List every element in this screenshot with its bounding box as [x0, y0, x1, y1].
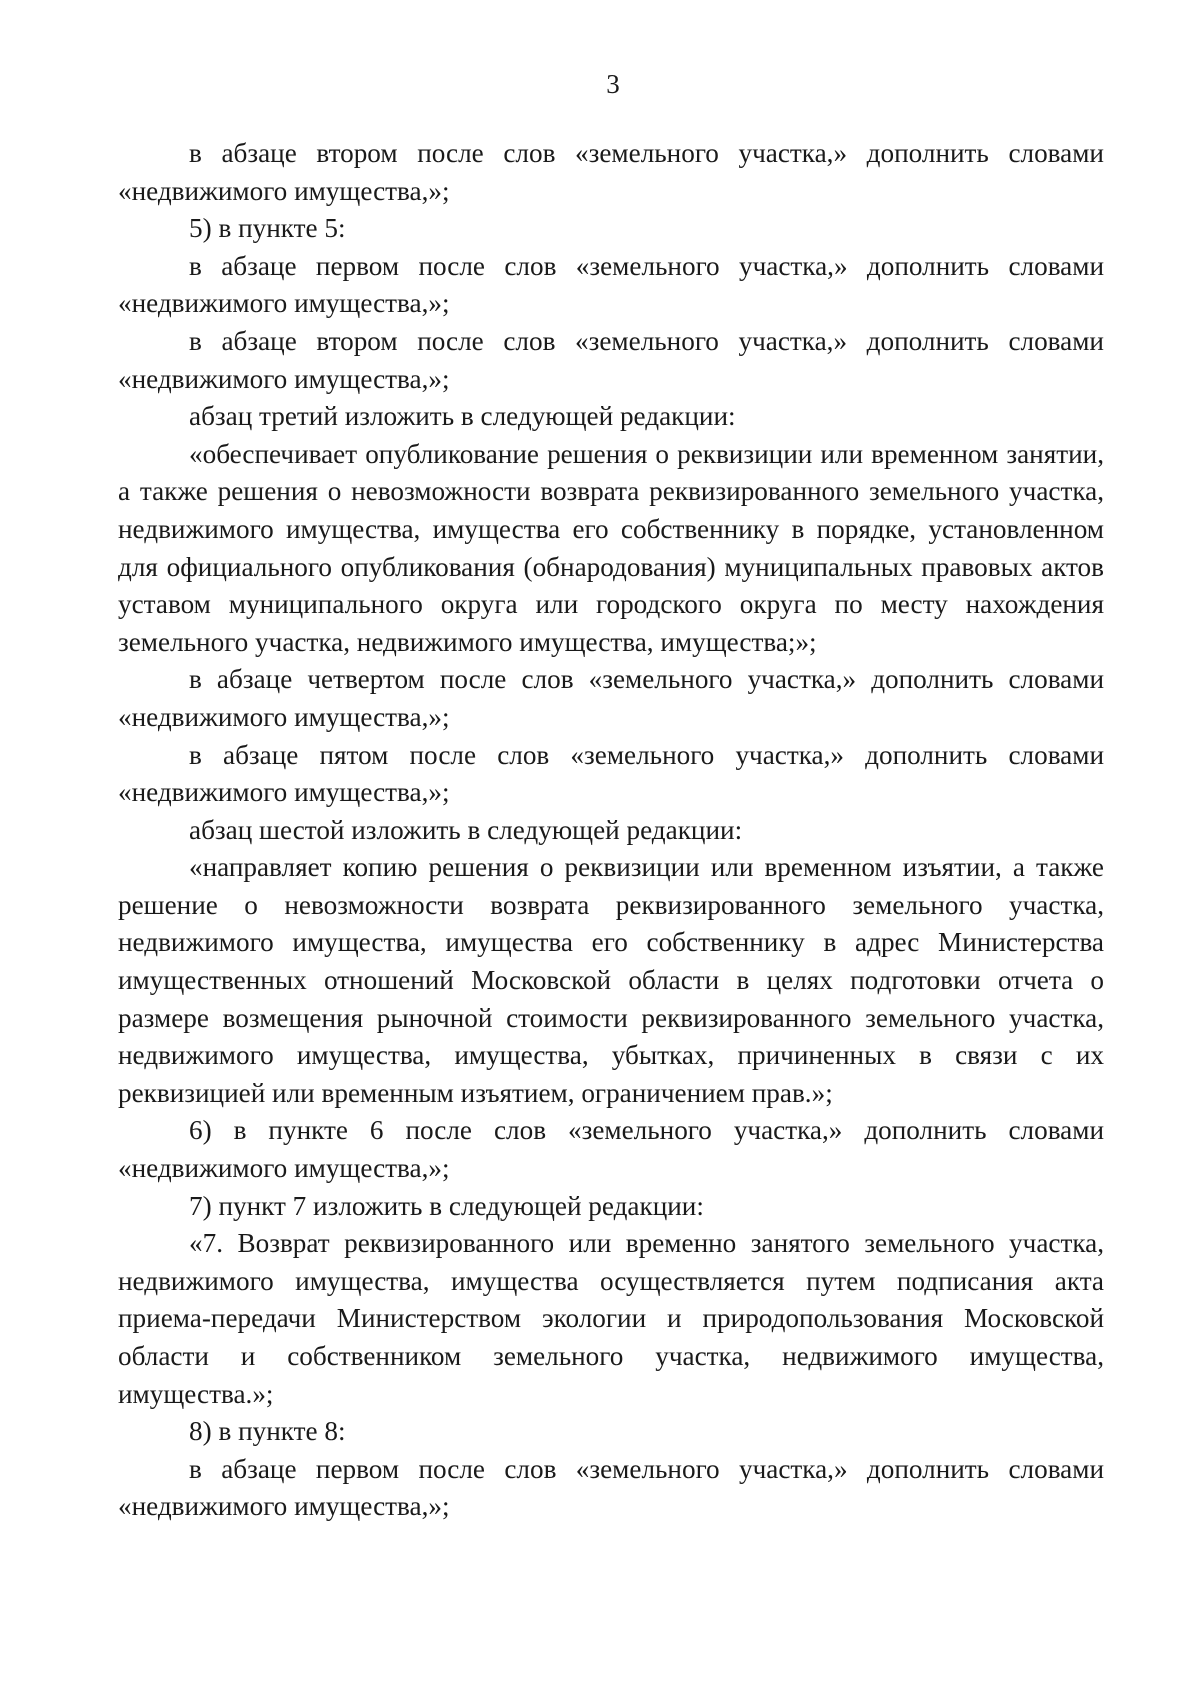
document-body: [118, 135, 1104, 1526]
paragraph: абзац третий изложить в следующей редакции:: [189, 401, 736, 432]
page-number: 3: [606, 69, 620, 99]
paragraph: в абзаце первом после слов «земельного участка,» дополнить словами «недвижимого имущества,»;: [118, 1453, 1104, 1522]
paragraph: «направляет копию решения о реквизиции или временном изъятии, а также решение о невозможности возврата реквизированного земельного участка, недвижимого имущества, имущества его собственнику в адрес Министерства имущественных отношений Московской области в целях подготовки отчета о размере возмещения рыночной стоимости реквизированного земельного участка, недвижимого имущества, имущества, убытках, причиненных в связи с их реквизицией или временным изъятием, ограничением прав.»;: [118, 852, 1104, 1108]
paragraph: 6) в пункте 6 после слов «земельного участка,» дополнить словами «недвижимого имущества,»;: [118, 1115, 1104, 1184]
paragraph: «7. Возврат реквизированного или временно занятого земельного участка, недвижимого имущества, имущества осуществляется путем подписания акта приема-передачи Министерством экологии и природопользования Московской области и собственником земельного участка, недвижимого имущества, имущества.»;: [118, 1228, 1104, 1409]
paragraph: в абзаце втором после слов «земельного участка,» дополнить словами «недвижимого имущества,»;: [118, 138, 1104, 206]
paragraph: 8) в пункте 8:: [189, 1416, 346, 1447]
paragraph: абзац шестой изложить в следующей редакции:: [189, 814, 743, 845]
paragraph: в абзаце пятом после слов «земельного участка,» дополнить словами «недвижимого имущества,»;: [118, 739, 1104, 808]
paragraph: в абзаце первом после слов «земельного участка,» дополнить словами «недвижимого имущества,»;: [118, 250, 1104, 319]
paragraph: в абзаце четвертом после слов «земельного участка,» дополнить словами «недвижимого имущества,»;: [118, 664, 1104, 732]
paragraph: 5) в пункте 5:: [189, 213, 346, 244]
paragraph: в абзаце втором после слов «земельного участка,» дополнить словами «недвижимого имущества,»;: [118, 325, 1104, 394]
paragraph: 7) пункт 7 изложить в следующей редакции:: [189, 1190, 704, 1221]
paragraph: «обеспечивает опубликование решения о реквизиции или временном занятии, а также решения о невозможности возврата реквизированного земельного участка, недвижимого имущества, имущества его собственнику в порядке, установленном для официального опубликования (обнародования) муниципальных правовых актов уставом муниципального округа или городского округа по месту нахождения земельного участка, недвижимого имущества, имущества;»;: [118, 438, 1104, 657]
